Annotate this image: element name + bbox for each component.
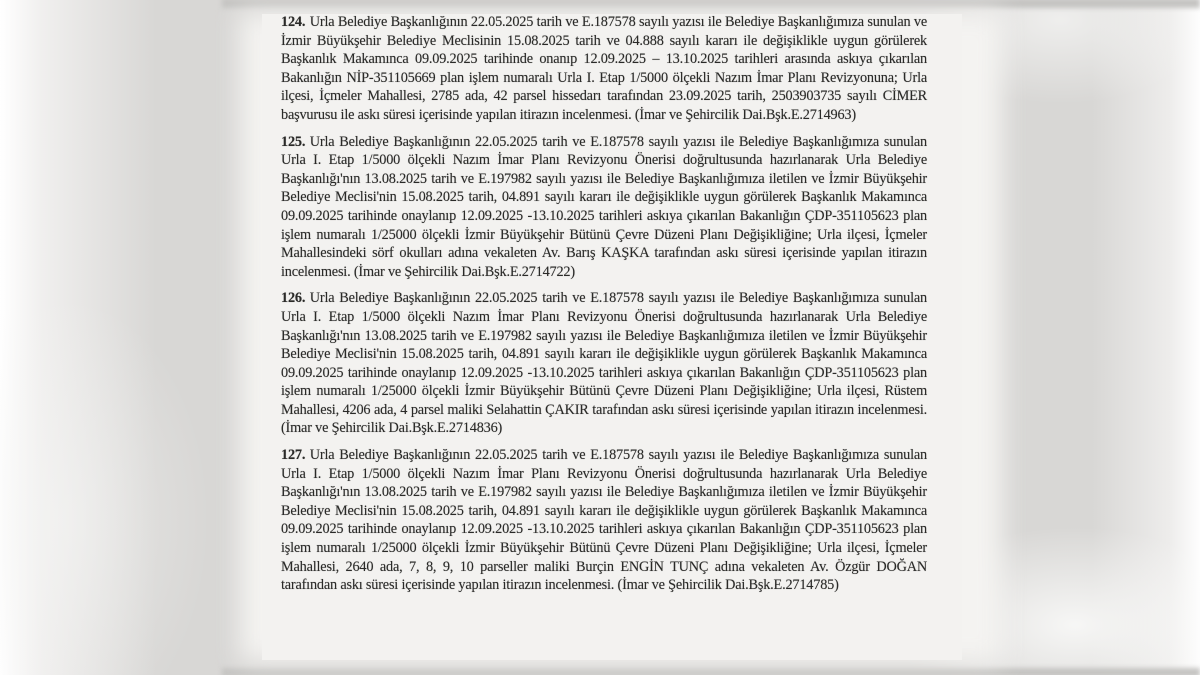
letterbox-band-bottom bbox=[222, 668, 1200, 675]
agenda-item-number: 127. bbox=[281, 447, 306, 464]
agenda-item-number: 125. bbox=[281, 133, 306, 150]
agenda-item-text: Urla Belediye Başkanlığının 22.05.2025 tarih ve E.187578 sayılı yazısı ile Belediye Başkanlığımıza sunulan ve İzmir Büyükşehir Belediye Meclisinin 15.08.2025 tarih ve 04.888 sayılı kararı ile değişiklikle uygun görülerek Başkanlık Makamınca 09.09.2025 tarihinde onanıp 12.09.2025 – 13.10.2025 tarihleri arasında askıya çıkarılan Bakanlığın NİP-351105669 plan işlem numaralı Urla I. Etap 1/5000 ölçekli Nazım İmar Planı Revizyonuna; Urla ilçesi, İçmeler Mahallesi, 2785 ada, 42 parsel hissedarı tarafından 23.09.2025 tarih, 2503903735 sayılı CİMER başvurusu ile askı süresi içerisinde yapılan itirazın incelenmesi. (İmar ve Şehircilik Dai.Bşk.E.2714963) bbox=[281, 14, 927, 123]
document-text-column bbox=[281, 13, 927, 595]
agenda-item-number: 124. bbox=[281, 14, 306, 30]
agenda-item-124 bbox=[281, 13, 927, 125]
agenda-item-126 bbox=[281, 289, 927, 438]
letterbox-band-top bbox=[222, 0, 1200, 8]
agenda-item-text: Urla Belediye Başkanlığının 22.05.2025 tarih ve E.187578 sayılı yazısı ile Belediye Başkanlığımıza sunulan Urla I. Etap 1/5000 ölçekli Nazım İmar Planı Revizyonu Önerisi doğrultusunda hazırlanarak Urla Belediye Başkanlığı'nın 13.08.2025 tarih ve E.197982 sayılı yazısı ile Belediye Başkanlığımıza iletilen ve İzmir Büyükşehir Belediye Meclisi'nin 15.08.2025 tarih, 04.891 sayılı kararı ile değişiklikle uygun görülerek Başkanlık Makamınca 09.09.2025 tarihinde onaylanıp 12.09.2025 -13.10.2025 tarihleri askıya çıkarılan Bakanlığın ÇDP-351105623 plan işlem numaralı 1/25000 ölçekli İzmir Büyükşehir Bütünü Çevre Düzeni Planı Değişikliğine; Urla ilçesi, İçmeler Mahallesindeki sörf okulları adına vekaleten Av. Barış KAŞKA tarafından askı süresi içerisinde yapılan itirazın incelenmesi. (İmar ve Şehircilik Dai.Bşk.E.2714722) bbox=[281, 133, 927, 280]
agenda-item-125 bbox=[281, 133, 927, 282]
agenda-item-text: Urla Belediye Başkanlığının 22.05.2025 tarih ve E.187578 sayılı yazısı ile Belediye Başkanlığımıza sunulan Urla I. Etap 1/5000 ölçekli Nazım İmar Planı Revizyonu Önerisi doğrultusunda hazırlanarak Urla Belediye Başkanlığı'nın 13.08.2025 tarih ve E.197982 sayılı yazısı ile Belediye Başkanlığımıza iletilen ve İzmir Büyükşehir Belediye Meclisi'nin 15.08.2025 tarih, 04.891 sayılı kararı ile değişiklikle uygun görülerek Başkanlık Makamınca 09.09.2025 tarihinde onaylanıp 12.09.2025 -13.10.2025 tarihleri askıya çıkarılan Bakanlığın ÇDP-351105623 plan işlem numaralı 1/25000 ölçekli İzmir Büyükşehir Bütünü Çevre Düzeni Planı Değişikliğine; Urla ilçesi, İçmeler Mahallesi, 2640 ada, 7, 8, 9, 10 parseller maliki Burçin ENGİN TUNÇ adına vekaleten Av. Özgür DOĞAN tarafından askı süresi içerisinde yapılan itirazın incelenmesi. (İmar ve Şehircilik Dai.Bşk.E.2714785) bbox=[281, 447, 927, 594]
agenda-item-text: Urla Belediye Başkanlığının 22.05.2025 tarih ve E.187578 sayılı yazısı ile Belediye Başkanlığımıza sunulan Urla I. Etap 1/5000 ölçekli Nazım İmar Planı Revizyonu Önerisi doğrultusunda hazırlanarak Urla Belediye Başkanlığı'nın 13.08.2025 tarih ve E.197982 sayılı yazısı ile Belediye Başkanlığımıza iletilen ve İzmir Büyükşehir Belediye Meclisi'nin 15.08.2025 tarih, 04.891 sayılı kararı ile değişiklikle uygun görülerek Başkanlık Makamınca 09.09.2025 tarihinde onaylanıp 12.09.2025 -13.10.2025 tarihleri askıya çıkarılan Bakanlığın ÇDP-351105623 plan işlem numaralı 1/25000 ölçekli İzmir Büyükşehir Bütünü Çevre Düzeni Planı Değişikliğine; Urla ilçesi, Rüstem Mahallesi, 4206 ada, 4 parsel maliki Selahattin ÇAKIR tarafından askı süresi içerisinde yapılan itirazın incelenmesi. (İmar ve Şehircilik Dai.Bşk.E.2714836) bbox=[281, 290, 927, 437]
agenda-item-127 bbox=[281, 446, 927, 595]
agenda-item-number: 126. bbox=[281, 290, 306, 307]
